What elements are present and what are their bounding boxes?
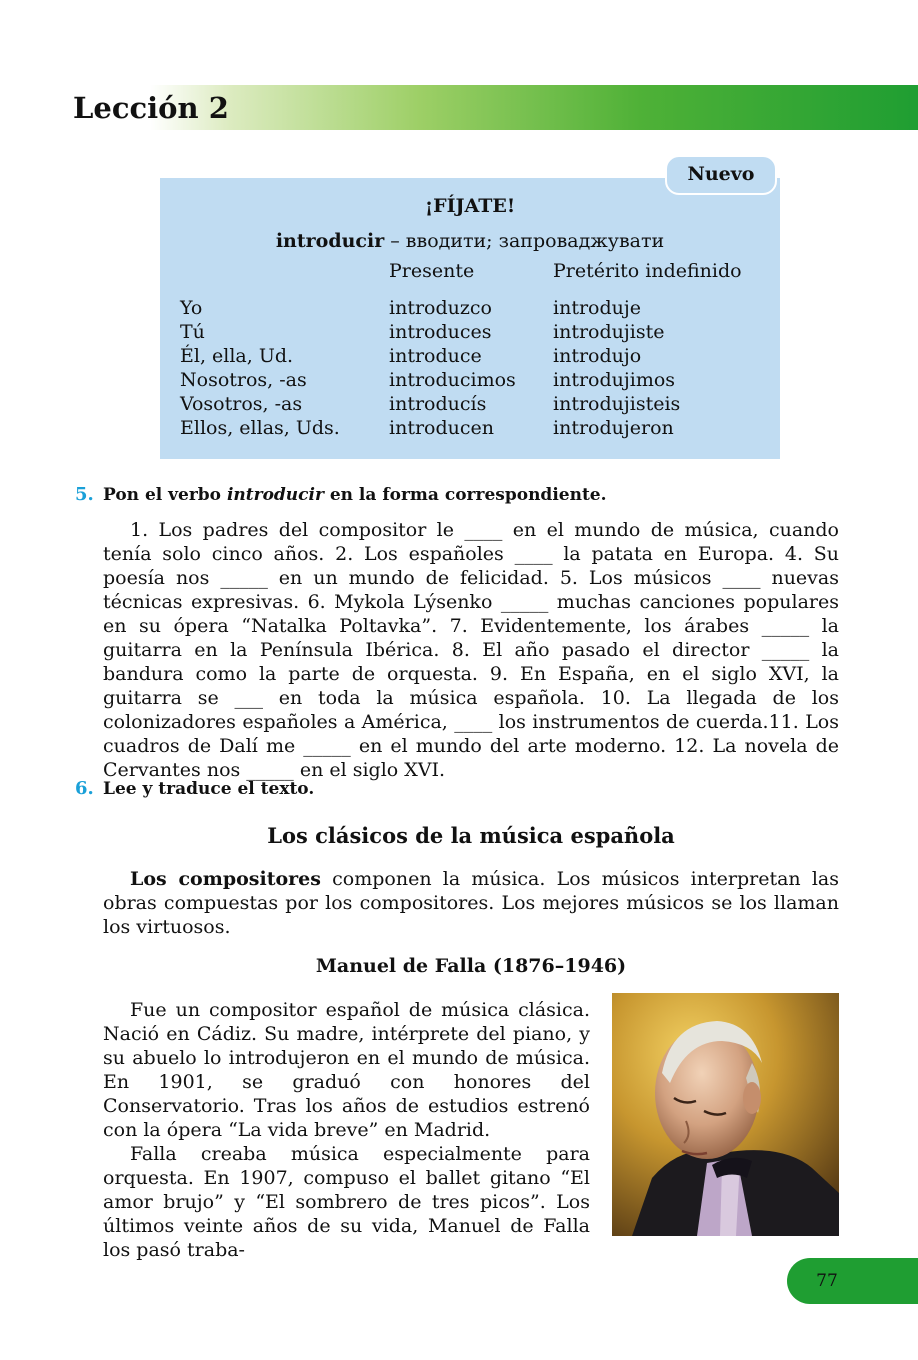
verb-definition xyxy=(160,230,780,252)
falla-portrait xyxy=(612,993,839,1236)
preterite-column xyxy=(553,296,680,440)
exercise-6-instruction: Lee y traduce el texto. xyxy=(103,779,315,799)
pronoun: Tú xyxy=(180,321,205,343)
present-form: introduzco xyxy=(389,297,492,319)
reading-title: Los clásicos de la música española xyxy=(267,823,675,848)
exercise-5-paragraph: 1. Los padres del compositor le ____ en el mundo de música, cuando tenía solo cinco años. 2. Los españoles ____ la patata en Europa. 4. Su poesía nos _____ en un mundo de felicidad. 5. Los músicos ____ nuevas técnicas expresivas. 6. Mykola Lýsenko _____ muchas canciones populares en su ópera “Natalka Poltavka”. 7. Evidentemente, los árabes _____ la guitarra en la Península Ibérica. 8. El año pasado el director _____ la bandura como la parte de orquesta. 9. En España, en el siglo XVI, la guitarra se ___ en toda la música española. 10. La llegada de los colonizadores españoles a América, ____ los instrumentos de cuerda.11. Los cuadros de Dalí me _____ en el mundo del arte moderno. 12. La novela de Cervantes nos _____ en el siglo XVI. xyxy=(103,519,839,781)
portrait-illustration xyxy=(612,993,839,1236)
falla-text xyxy=(103,998,590,1262)
nuevo-tab: Nuevo xyxy=(665,155,777,195)
pronoun: Vosotros, -as xyxy=(180,393,303,415)
instruction-text: Pon el verbo xyxy=(103,485,227,505)
instruction-verb: introducir xyxy=(226,485,324,505)
present-form: introducís xyxy=(389,393,487,415)
preterite-form: introdujiste xyxy=(553,321,665,343)
falla-paragraph-2: Falla creaba música especialmente para orquesta. En 1907, compuso el ballet gitano “El amor brujo” y “El sombrero de tres picos”. Los últimos veinte años de su vida, Manuel de Falla los pasó traba- xyxy=(103,1143,590,1261)
pronoun: Ellos, ellas, Uds. xyxy=(180,417,340,439)
falla-heading: Manuel de Falla (1876–1946) xyxy=(315,955,627,977)
present-form: introduce xyxy=(389,345,482,367)
instruction-text: en la forma correspondiente. xyxy=(323,485,607,505)
preterite-form: introduje xyxy=(553,297,642,319)
exercise-6-number: 6. xyxy=(75,778,94,799)
present-form: introducen xyxy=(389,417,494,439)
preterite-form: introdujimos xyxy=(553,369,676,391)
preterite-form: introdujo xyxy=(553,345,642,367)
present-form: introducimos xyxy=(389,369,516,391)
reading-intro xyxy=(103,867,839,939)
lesson-title: Lección 2 xyxy=(73,91,229,125)
preterite-form: introdujeron xyxy=(553,417,674,439)
column-present: Presente xyxy=(389,260,475,282)
exercise-5-number: 5. xyxy=(75,484,94,505)
intro-bold: Los compositores xyxy=(130,868,321,890)
pronoun-column xyxy=(180,296,340,440)
pronoun: Yo xyxy=(180,297,203,319)
present-form: introduces xyxy=(389,321,492,343)
verb-translation: – вводити; запроваджувати xyxy=(384,230,665,252)
verb-word: introducir xyxy=(275,230,385,252)
column-preterite: Pretérito indefinido xyxy=(553,260,742,282)
pronoun: Nosotros, -as xyxy=(180,369,307,391)
intro-text: componen la música. Los músicos interpretan las obras compuestas por los compositores. Los mejores músicos se los llaman los virtuosos. xyxy=(103,868,839,938)
exercise-5-text xyxy=(103,518,839,782)
present-column xyxy=(389,296,516,440)
exercise-5-instruction xyxy=(103,485,607,505)
fijate-title: ¡FÍJATE! xyxy=(424,195,516,217)
preterite-form: introdujisteis xyxy=(553,393,681,415)
pronoun: Él, ella, Ud. xyxy=(180,345,294,367)
page-number: 77 xyxy=(816,1271,838,1291)
falla-paragraph-1: Fue un compositor español de música clásica. Nació en Cádiz. Su madre, intérprete del piano, y su abuelo lo introdujeron en el mundo de música. En 1901, se graduó con honores del Conservatorio. Tras los años de estudios estrenó con la ópera “La vida breve” en Madrid. xyxy=(103,999,590,1141)
